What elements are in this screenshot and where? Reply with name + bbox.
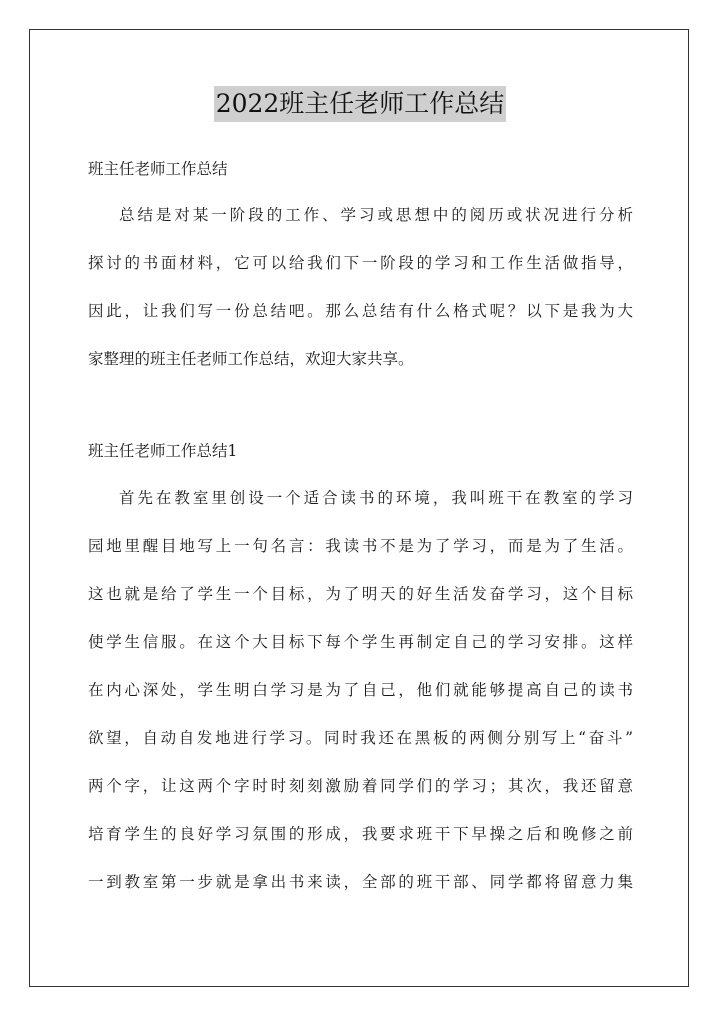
intro-line: 总结是对某一阶段的工作、学习或思想中的阅历或状况进行分析 [119, 206, 633, 224]
intro-line: 探讨的书面材料，它可以给我们下一阶段的学习和工作生活做指导， [88, 254, 633, 272]
document-title: 2022班主任老师工作总结 [214, 86, 507, 122]
section1-paragraph [88, 474, 633, 906]
section1-line: 使学生信服。在这个大目标下每个学生再制定自己的学习安排。这样 [88, 633, 633, 651]
section1-line: 欲望，自动自发地进行学习。同时我还在黑板的两侧分别写上“奋斗” [88, 729, 633, 747]
section1-line: 一到教室第一步就是拿出书来读，全部的班干部、同学都将留意力集 [88, 873, 633, 891]
title-wrap [0, 86, 720, 122]
section1-line: 园地里醒目地写上一句名言：我读书不是为了学习，而是为了生活。 [88, 537, 633, 555]
section1-line: 两个字，让这两个字时时刻刻激励着同学们的学习；其次，我还留意 [88, 777, 633, 795]
section1-line: 培育学生的良好学习氛围的形成，我要求班干下早操之后和晚修之前 [88, 825, 633, 843]
section1-line: 首先在教室里创设一个适合读书的环境，我叫班干在教室的学习 [119, 489, 633, 507]
intro-heading: 班主任老师工作总结 [88, 160, 228, 178]
intro-line: 家整理的班主任老师工作总结，欢迎大家共享。 [88, 350, 414, 368]
section1-heading: 班主任老师工作总结1 [88, 442, 238, 460]
intro-line: 因此，让我们写一份总结吧。那么总结有什么格式呢？以下是我为大 [88, 302, 633, 320]
section1-line: 这也就是给了学生一个目标，为了明天的好生活发奋学习，这个目标 [88, 585, 633, 603]
section1-line: 在内心深处，学生明白学习是为了自己，他们就能够提高自己的读书 [88, 681, 633, 699]
intro-paragraph [88, 191, 633, 383]
